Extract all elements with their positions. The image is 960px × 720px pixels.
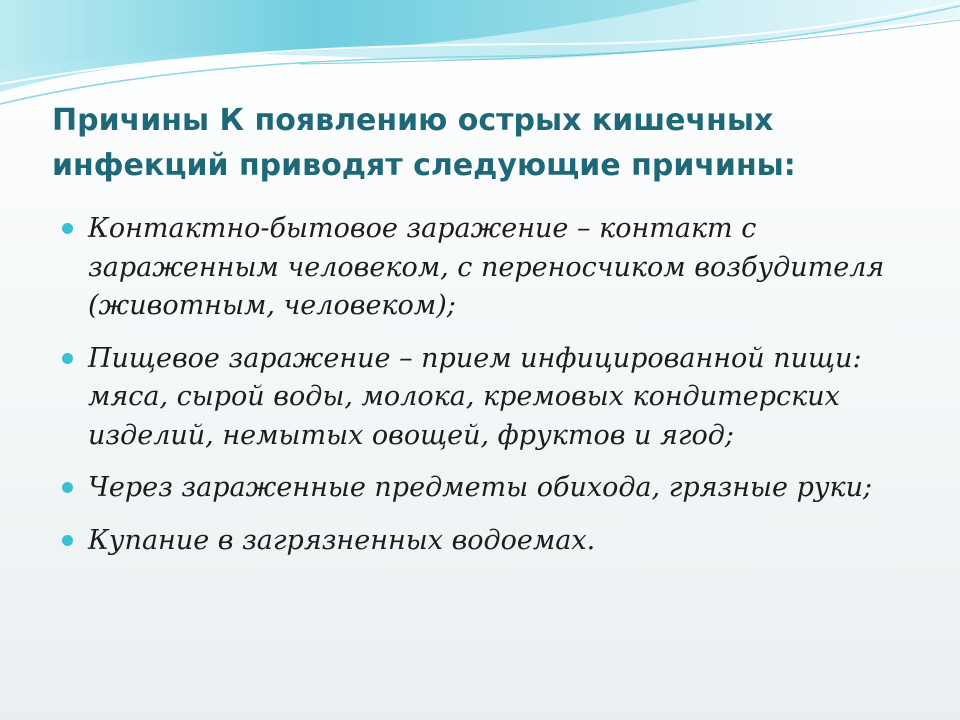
decorative-wave-banner (0, 0, 960, 110)
slide-title: Причины К появлению острых кишечных инфекций приводят следующие причины: (52, 103, 796, 183)
bullet-item (62, 210, 922, 326)
bullet-text: Купание в загрязненных водоемах. (88, 524, 596, 556)
bullet-text: Контактно-бытовое заражение – контакт с зараженным человеком, с переносчиком возбудителя (животным, человеком); (88, 213, 885, 321)
bullet-item (62, 469, 922, 508)
bullet-dot-icon (62, 353, 73, 364)
bullet-text: Через зараженные предметы обихода, грязные руки; (88, 472, 873, 503)
bullet-dot-icon (62, 223, 73, 234)
bullet-item (62, 340, 922, 456)
bullet-text: Пищевое заражение – прием инфицированной пищи: мяса, сырой воды, молока, кремовых кондитерских изделий, немытых овощей, фруктов и ягод; (88, 342, 862, 451)
bullet-list (62, 210, 922, 574)
bullet-dot-icon (62, 535, 73, 546)
bullet-item (62, 522, 922, 561)
bullet-dot-icon (62, 482, 73, 493)
